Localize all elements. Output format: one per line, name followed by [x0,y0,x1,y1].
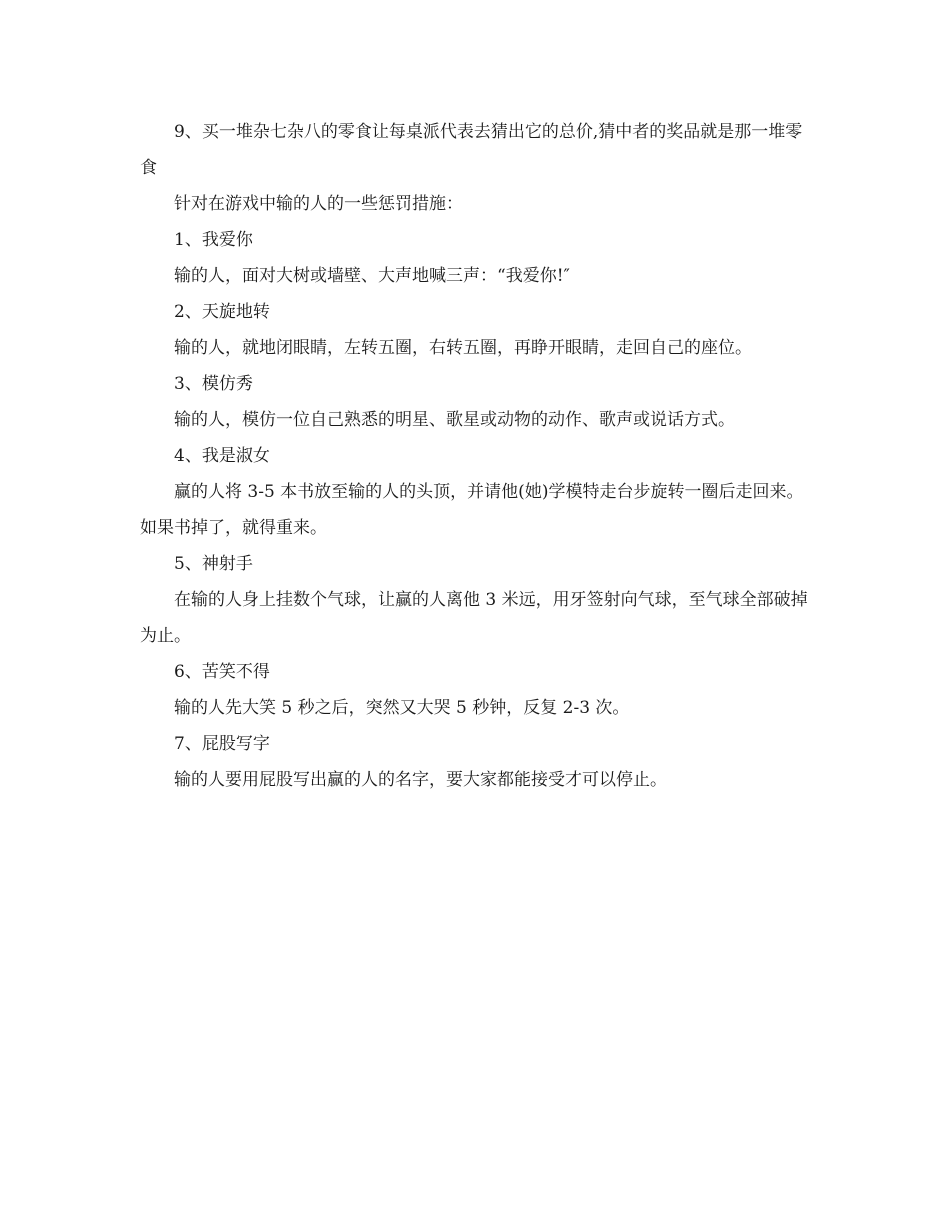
heading-lady: 4、我是淑女 [174,446,270,466]
paragraph-snack-guess: 9、买一堆杂七杂八的零食让每桌派代表去猜出它的总价,猜中者的奖品就是那一堆零食 [140,122,803,178]
paragraph-imitation-show: 输的人，模仿一位自己熟悉的明星、歌星或动物的动作、歌声或说话方式。 [174,410,735,430]
heading-spinning: 2、天旋地转 [174,302,270,322]
paragraph-spinning: 输的人，就地闭眼睛，左转五圈，右转五圈，再睁开眼睛，走回自己的座位。 [174,338,752,358]
heading-i-love-you: 1、我爱你 [174,230,253,250]
document-body [140,114,812,798]
paragraph-i-love-you: 输的人，面对大树或墙壁、大声地喊三声：“我爱你!″ [174,266,570,286]
paragraph-sharpshooter: 在输的人身上挂数个气球，让赢的人离他 3 米远，用牙签射向气球，至气球全部破掉为止。 [140,590,808,646]
paragraph-lady: 赢的人将 3-5 本书放至输的人的头顶，并请他(她)学模特走台步旋转一圈后走回来。如果书掉了，就得重来。 [140,482,804,538]
paragraph-butt-writing: 输的人要用屁股写出赢的人的名字，要大家都能接受才可以停止。 [174,770,667,790]
paragraph-penalty-intro: 针对在游戏中输的人的一些惩罚措施： [174,194,463,214]
heading-laugh-cry: 6、苦笑不得 [174,662,270,682]
paragraph-laugh-cry: 输的人先大笑 5 秒之后，突然又大哭 5 秒钟，反复 2-3 次。 [174,698,630,718]
heading-imitation-show: 3、模仿秀 [174,374,253,394]
heading-butt-writing: 7、屁股写字 [174,734,270,754]
heading-sharpshooter: 5、神射手 [174,554,253,574]
